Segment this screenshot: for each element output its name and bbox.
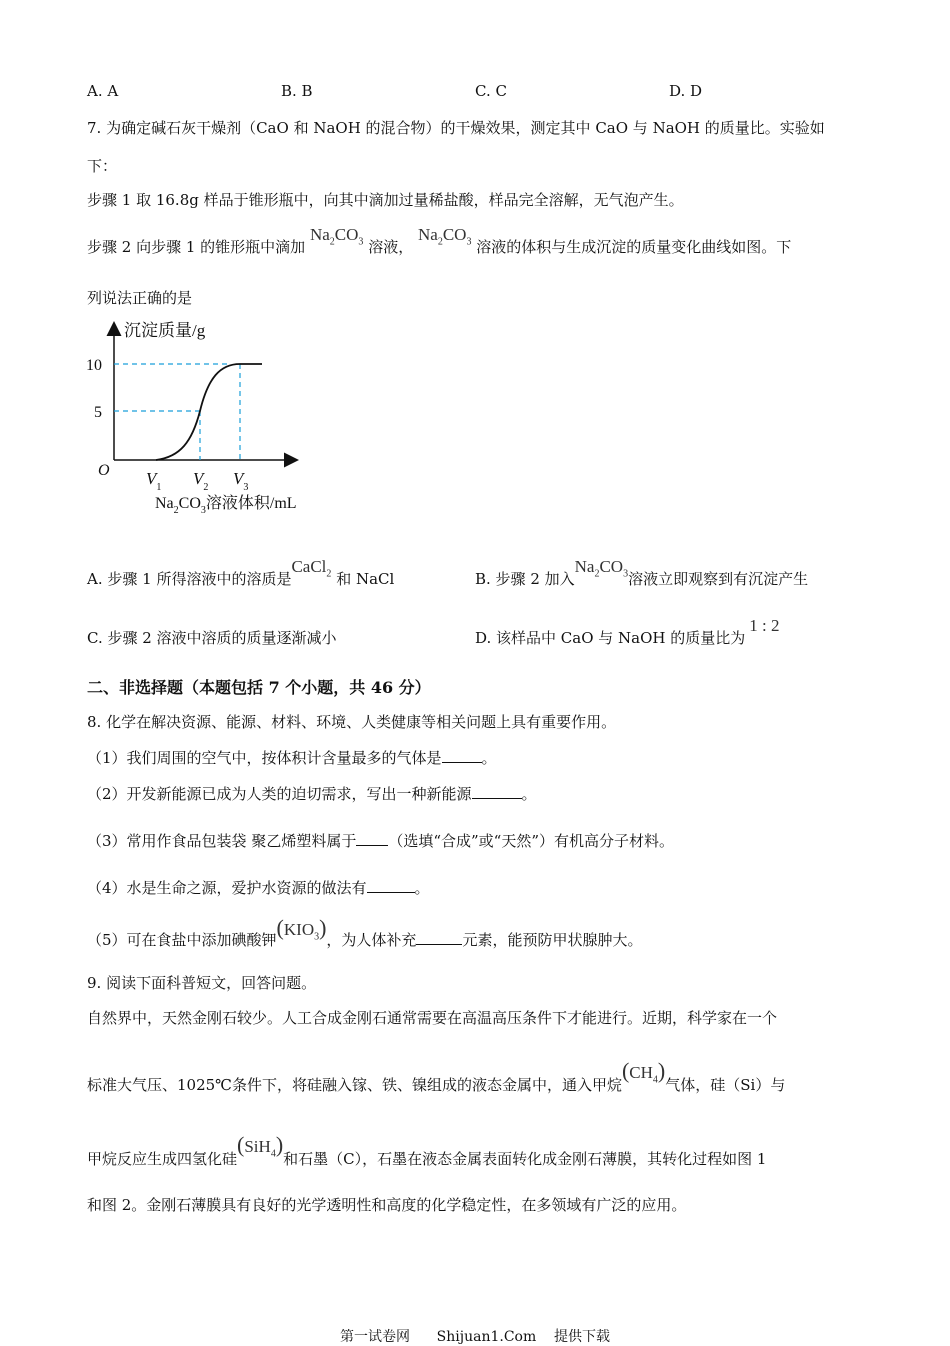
q7-step1: 步骤 1 取 16.8g 样品于锥形瓶中，向其中滴加过量稀盐酸，样品完全溶解，无气泡产生。 — [87, 191, 684, 209]
q9-line2: 标准大气压、1025℃条件下，将硅融入镓、铁、镍组成的液态金属中，通入甲烷$(CH_4)$气体，硅（Si）与 — [87, 1058, 786, 1094]
q8-stem: 8. 化学在解决资源、能源、材料、环境、人类健康等相关问题上具有重要作用。 — [87, 713, 617, 731]
answer-blank[interactable] — [356, 831, 388, 846]
answer-blank[interactable] — [442, 748, 482, 763]
na2co3-formula: $Na_2CO_3$ — [417, 225, 472, 248]
q8-part3: （3）常用作食品包装袋 聚乙烯塑料属于 （选填“合成”或“天然”）有机高分子材料。 — [87, 832, 675, 850]
q6-option-c: C. C — [475, 82, 507, 100]
q8-part4: （4）水是生命之源，爱护水资源的做法有 。 — [87, 879, 430, 897]
kio3-formula: $(KIO_3)$ — [276, 915, 327, 943]
q7-step2-part3: 溶液的体积与生成沉淀的质量变化曲线如图。下 — [476, 238, 792, 256]
q8-part2: （2）开发新能源已成为人类的迫切需求，写出一种新能源 。 — [87, 785, 537, 803]
q9-stem: 9. 阅读下面科普短文，回答问题。 — [87, 974, 317, 992]
q7-stem-line2: 下： — [87, 157, 118, 175]
x-tick-v3: $V_3$ — [233, 469, 249, 493]
q7-step2-part1: 步骤 2 向步骤 1 的锥形瓶中滴加 — [87, 238, 306, 256]
q7-step2-line2: 列说法正确的是 — [87, 289, 193, 307]
x-tick-v1: $V_1$ — [146, 469, 162, 493]
ratio-formula: 1 : 2 — [749, 616, 780, 635]
x-axis-label: $Na_2CO_3$溶液体积/mL — [155, 495, 297, 516]
q7-step2-part2: 溶液， — [368, 238, 414, 256]
data-curve — [156, 364, 262, 460]
x-tick-v2: $V_2$ — [193, 469, 209, 493]
y-tick-5: 5 — [94, 404, 102, 421]
y-tick-10: 10 — [86, 357, 102, 374]
section2-title: 二、非选择题（本题包括 7 个小题，共 46 分） — [87, 678, 431, 697]
q8-part5: （5）可在食盐中添加碘酸钾$(KIO_3)$，为人体补充 元素，能预防甲状腺肿大。 — [87, 915, 643, 949]
q7-option-a: A. 步骤 1 所得溶液中的溶质是CaCl$_2$ 和 NaCl — [87, 557, 395, 588]
q7-option-b: B. 步骤 2 加入$Na_2CO_3$溶液立即观察到有沉淀产生 — [475, 557, 809, 588]
page-footer: 第一试卷网 Shijuan1.Com 提供下载 — [339, 1329, 611, 1345]
q6-option-b: B. B — [281, 82, 313, 100]
q6-option-a: A. A — [87, 82, 119, 100]
q9-line3: 甲烷反应生成四氢化硅(SiH$_4$)和石墨（C），石墨在液态金属表面转化成金刚石薄膜，其转化过程如图 1 — [87, 1132, 767, 1168]
origin-label: O — [98, 462, 110, 479]
q6-option-d: D. D — [669, 82, 703, 100]
ch4-formula: $(CH_4)$ — [621, 1058, 666, 1086]
sih4-formula: (SiH$_4$) — [237, 1132, 284, 1160]
q7-step2 — [87, 225, 792, 259]
cacl2-formula: CaCl$_2$ — [291, 557, 332, 580]
na2co3-formula: $Na_2CO_3$ — [309, 225, 364, 248]
q7-stem-line1: 7. 为确定碱石灰干燥剂（CaO 和 NaOH 的混合物）的干燥效果，测定其中 CaO 与 NaOH 的质量比。实验如 — [87, 119, 825, 137]
q9-line1: 自然界中，天然金刚石较少。人工合成金刚石通常需要在高温高压条件下才能进行。近期，科学家在一个 — [87, 1009, 778, 1027]
q7-option-d: D. 该样品中 CaO 与 NaOH 的质量比为1 : 2 — [475, 616, 780, 647]
q8-part1: （1）我们周围的空气中，按体积计含量最多的气体是 。 — [87, 749, 497, 767]
answer-blank[interactable] — [367, 878, 415, 893]
answer-blank[interactable] — [472, 784, 522, 799]
q9-line4: 和图 2。金刚石薄膜具有良好的光学透明性和高度的化学稳定性，在多领域有广泛的应用。 — [87, 1196, 687, 1214]
answer-blank[interactable] — [416, 930, 462, 945]
q7-option-c: C. 步骤 2 溶液中溶质的质量逐渐减小 — [87, 629, 337, 647]
y-axis-label: 沉淀质量/g — [124, 321, 206, 340]
precipitate-mass-chart — [80, 312, 340, 527]
na2co3-formula: $Na_2CO_3$ — [574, 557, 629, 580]
